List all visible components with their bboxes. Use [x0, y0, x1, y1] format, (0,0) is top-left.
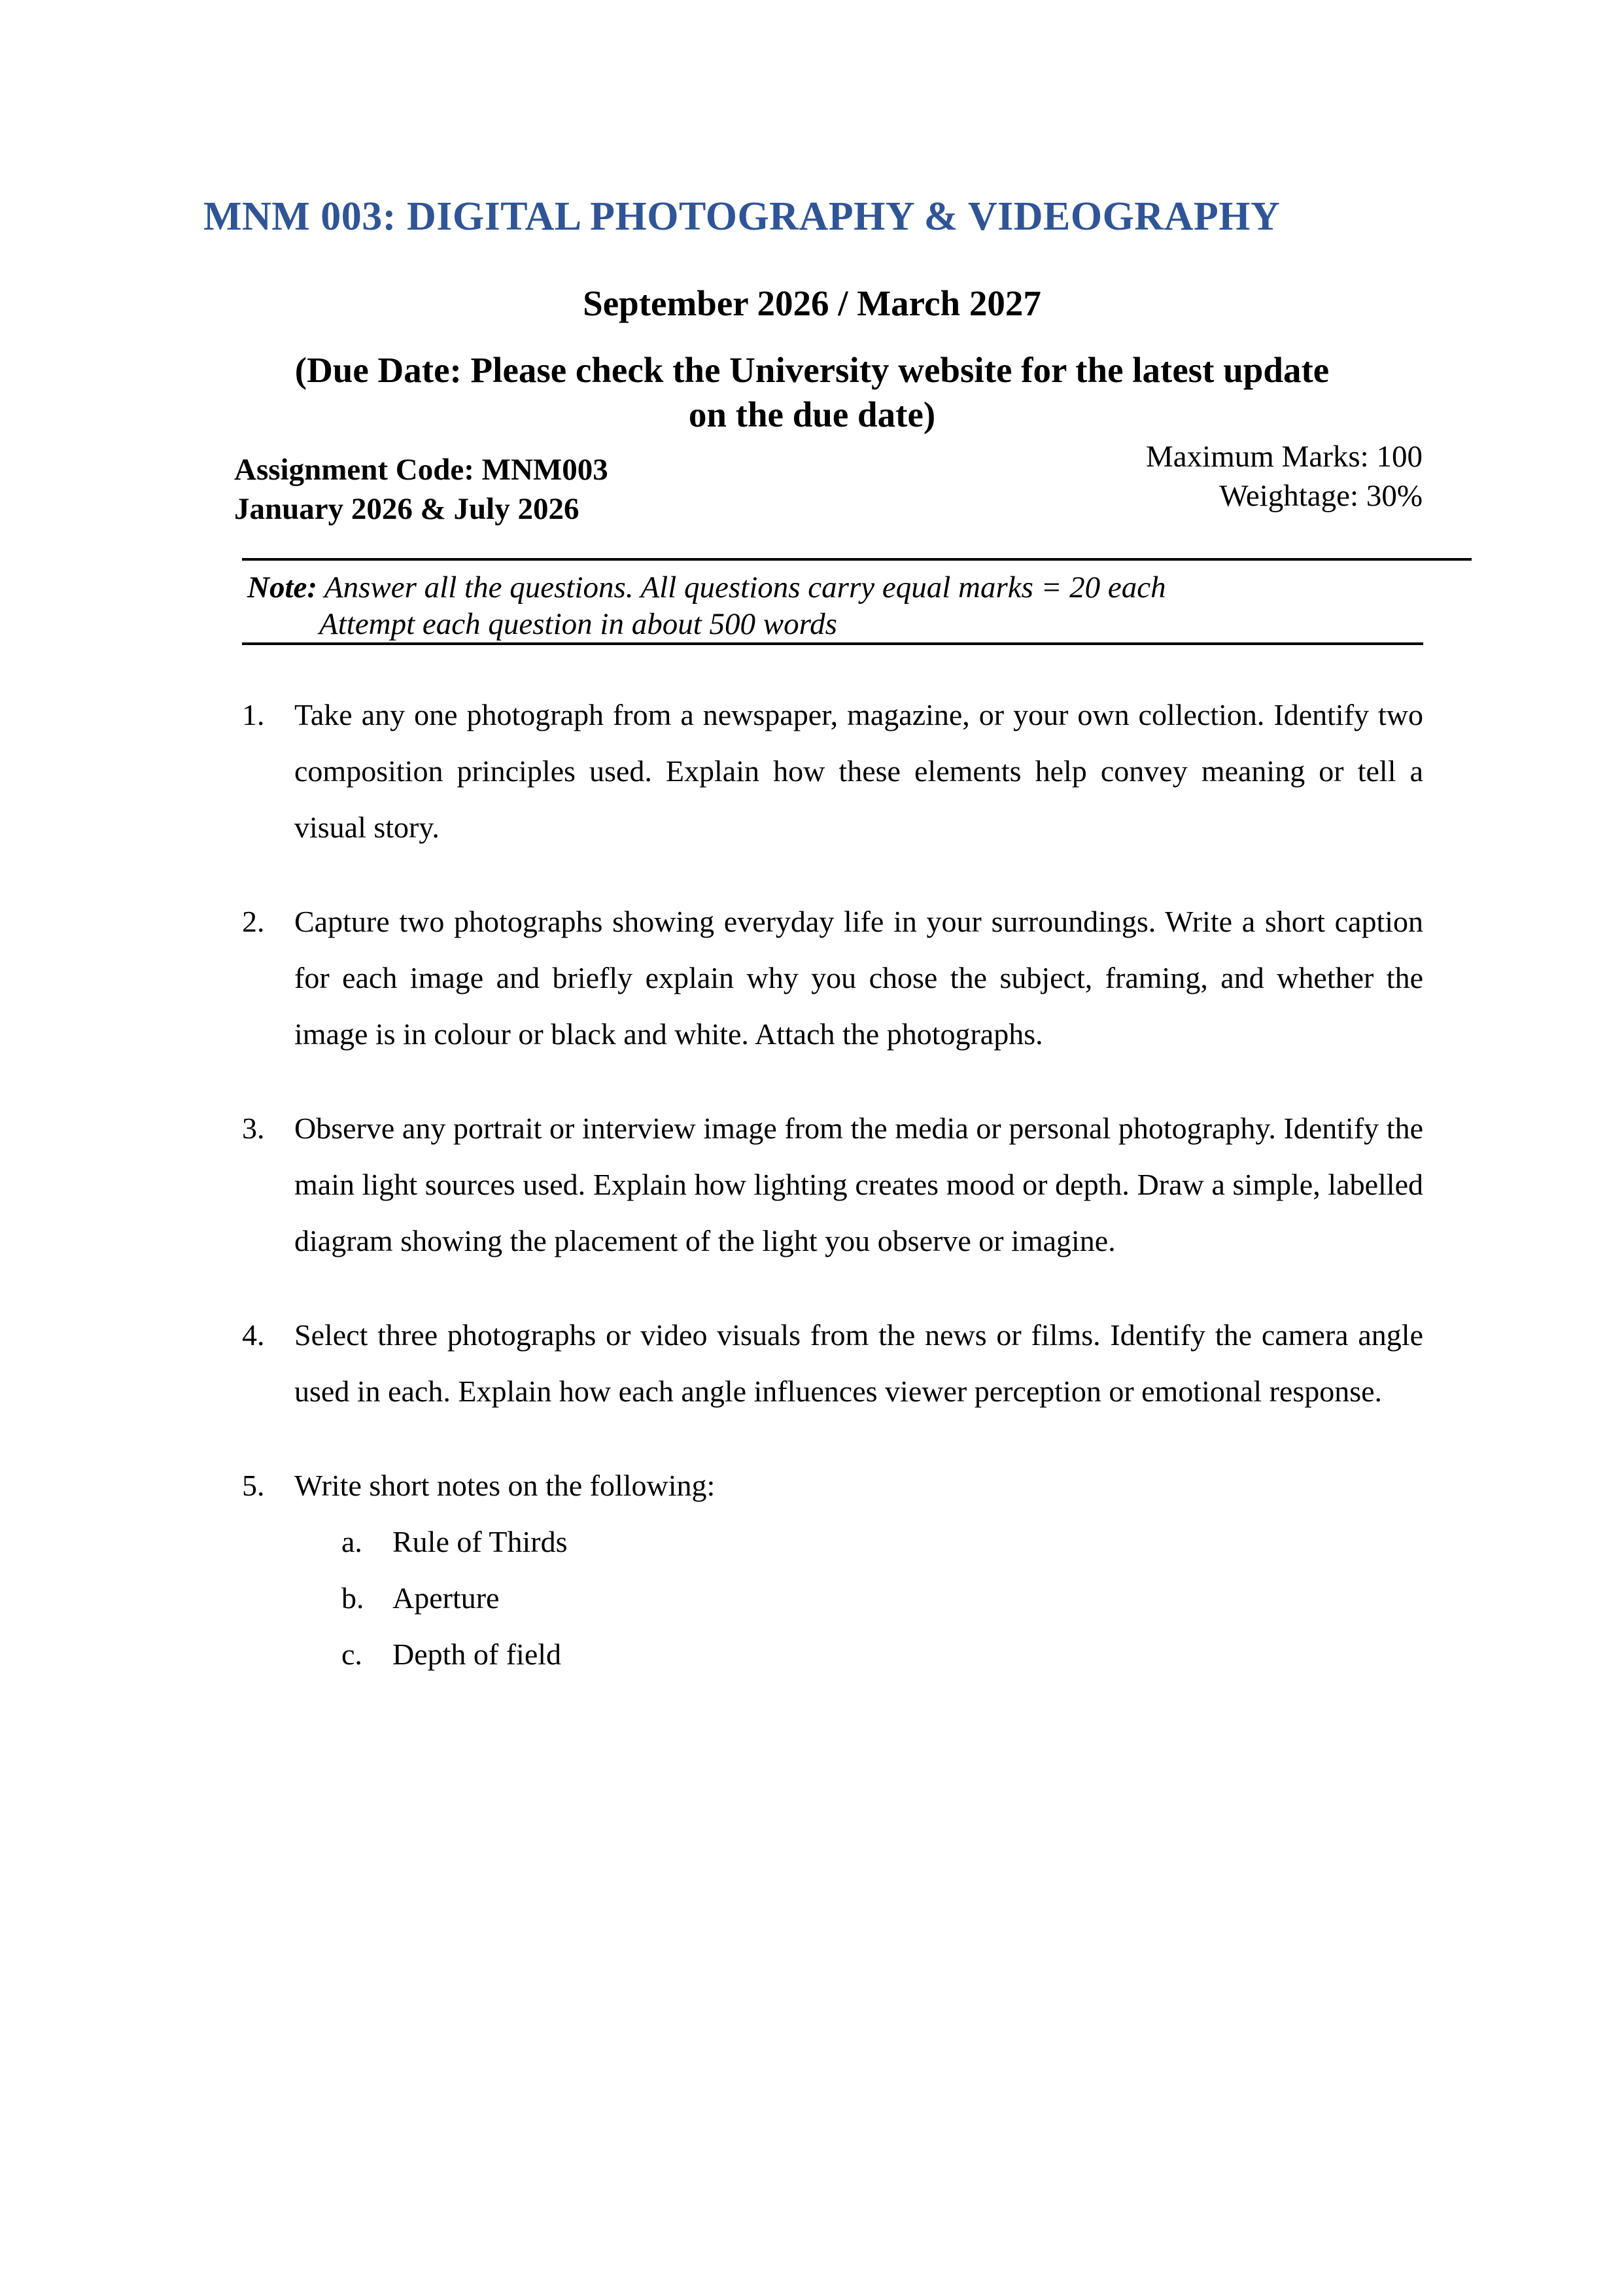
question-number: 5.	[242, 1469, 265, 1502]
question-text: Take any one photograph from a newspaper, magazine, or your own collection. Identify two composition principles used. Explain how these elements help convey meaning or tell a visual story.	[294, 698, 1423, 844]
question-number: 4.	[242, 1318, 265, 1352]
question-text: Capture two photographs showing everyday life in your surroundings. Write a short caption for each image and briefly explain why you chose the subject, framing, and whether the image is in colour or black and white. Attach the photographs.	[294, 905, 1423, 1051]
question-2	[242, 894, 1423, 1062]
question-3	[242, 1100, 1423, 1269]
sub-item-letter: c.	[341, 1638, 362, 1671]
assignment-code: Assignment Code: MNM003	[234, 453, 608, 487]
question-text: Observe any portrait or interview image from the media or personal photography. Identify the main light sources used. Explain how lighting creates mood or depth. Draw a simple, labelled diagram showing the placement of the light you observe or imagine.	[294, 1112, 1423, 1257]
question-number: 1.	[242, 698, 265, 731]
due-date-heading	[0, 348, 1624, 437]
weightage: Weightage: 30%	[1219, 479, 1423, 513]
question-4	[242, 1307, 1423, 1420]
note-text-1: Answer all the questions. All questions carry equal marks = 20 each	[317, 570, 1166, 604]
note-top-rule	[242, 558, 1472, 561]
note-label: Note:	[247, 570, 318, 604]
sub-item-text: Depth of field	[392, 1638, 562, 1671]
sub-item-text: Aperture	[392, 1581, 500, 1615]
marks-info	[916, 437, 1423, 516]
question-number: 3.	[242, 1112, 265, 1145]
note-line-2: Attempt each question in about 500 words	[319, 607, 837, 641]
question-text: Select three photographs or video visuals from the news or films. Identify the camera angle used in each. Explain how each angle influences viewer perception or emotional response.	[294, 1318, 1423, 1408]
due-date-line-2: on the due date)	[688, 394, 936, 434]
sub-item-b	[294, 1570, 1423, 1626]
maximum-marks: Maximum Marks: 100	[1146, 440, 1423, 474]
sub-item-c	[294, 1626, 1423, 1683]
question-5	[242, 1458, 1423, 1683]
sub-item-text: Rule of Thirds	[392, 1525, 568, 1558]
sub-item-list	[294, 1514, 1423, 1683]
note-box	[247, 569, 1425, 642]
sub-item-a	[294, 1514, 1423, 1570]
note-bottom-rule	[242, 642, 1423, 645]
assignment-term: January 2026 & July 2026	[234, 492, 579, 526]
sub-item-letter: b.	[341, 1581, 364, 1615]
course-title: MNM 003: DIGITAL PHOTOGRAPHY & VIDEOGRAPHY	[203, 194, 1281, 239]
question-text: Write short notes on the following:	[294, 1469, 716, 1502]
question-1	[242, 687, 1423, 856]
session-heading: September 2026 / March 2027	[583, 283, 1041, 323]
sub-item-letter: a.	[341, 1525, 362, 1558]
question-list	[242, 687, 1423, 1721]
assignment-info	[234, 450, 823, 529]
due-date-line-1: (Due Date: Please check the University website for the latest update	[294, 350, 1330, 390]
question-number: 2.	[242, 905, 265, 938]
note-line-1	[247, 569, 1425, 606]
